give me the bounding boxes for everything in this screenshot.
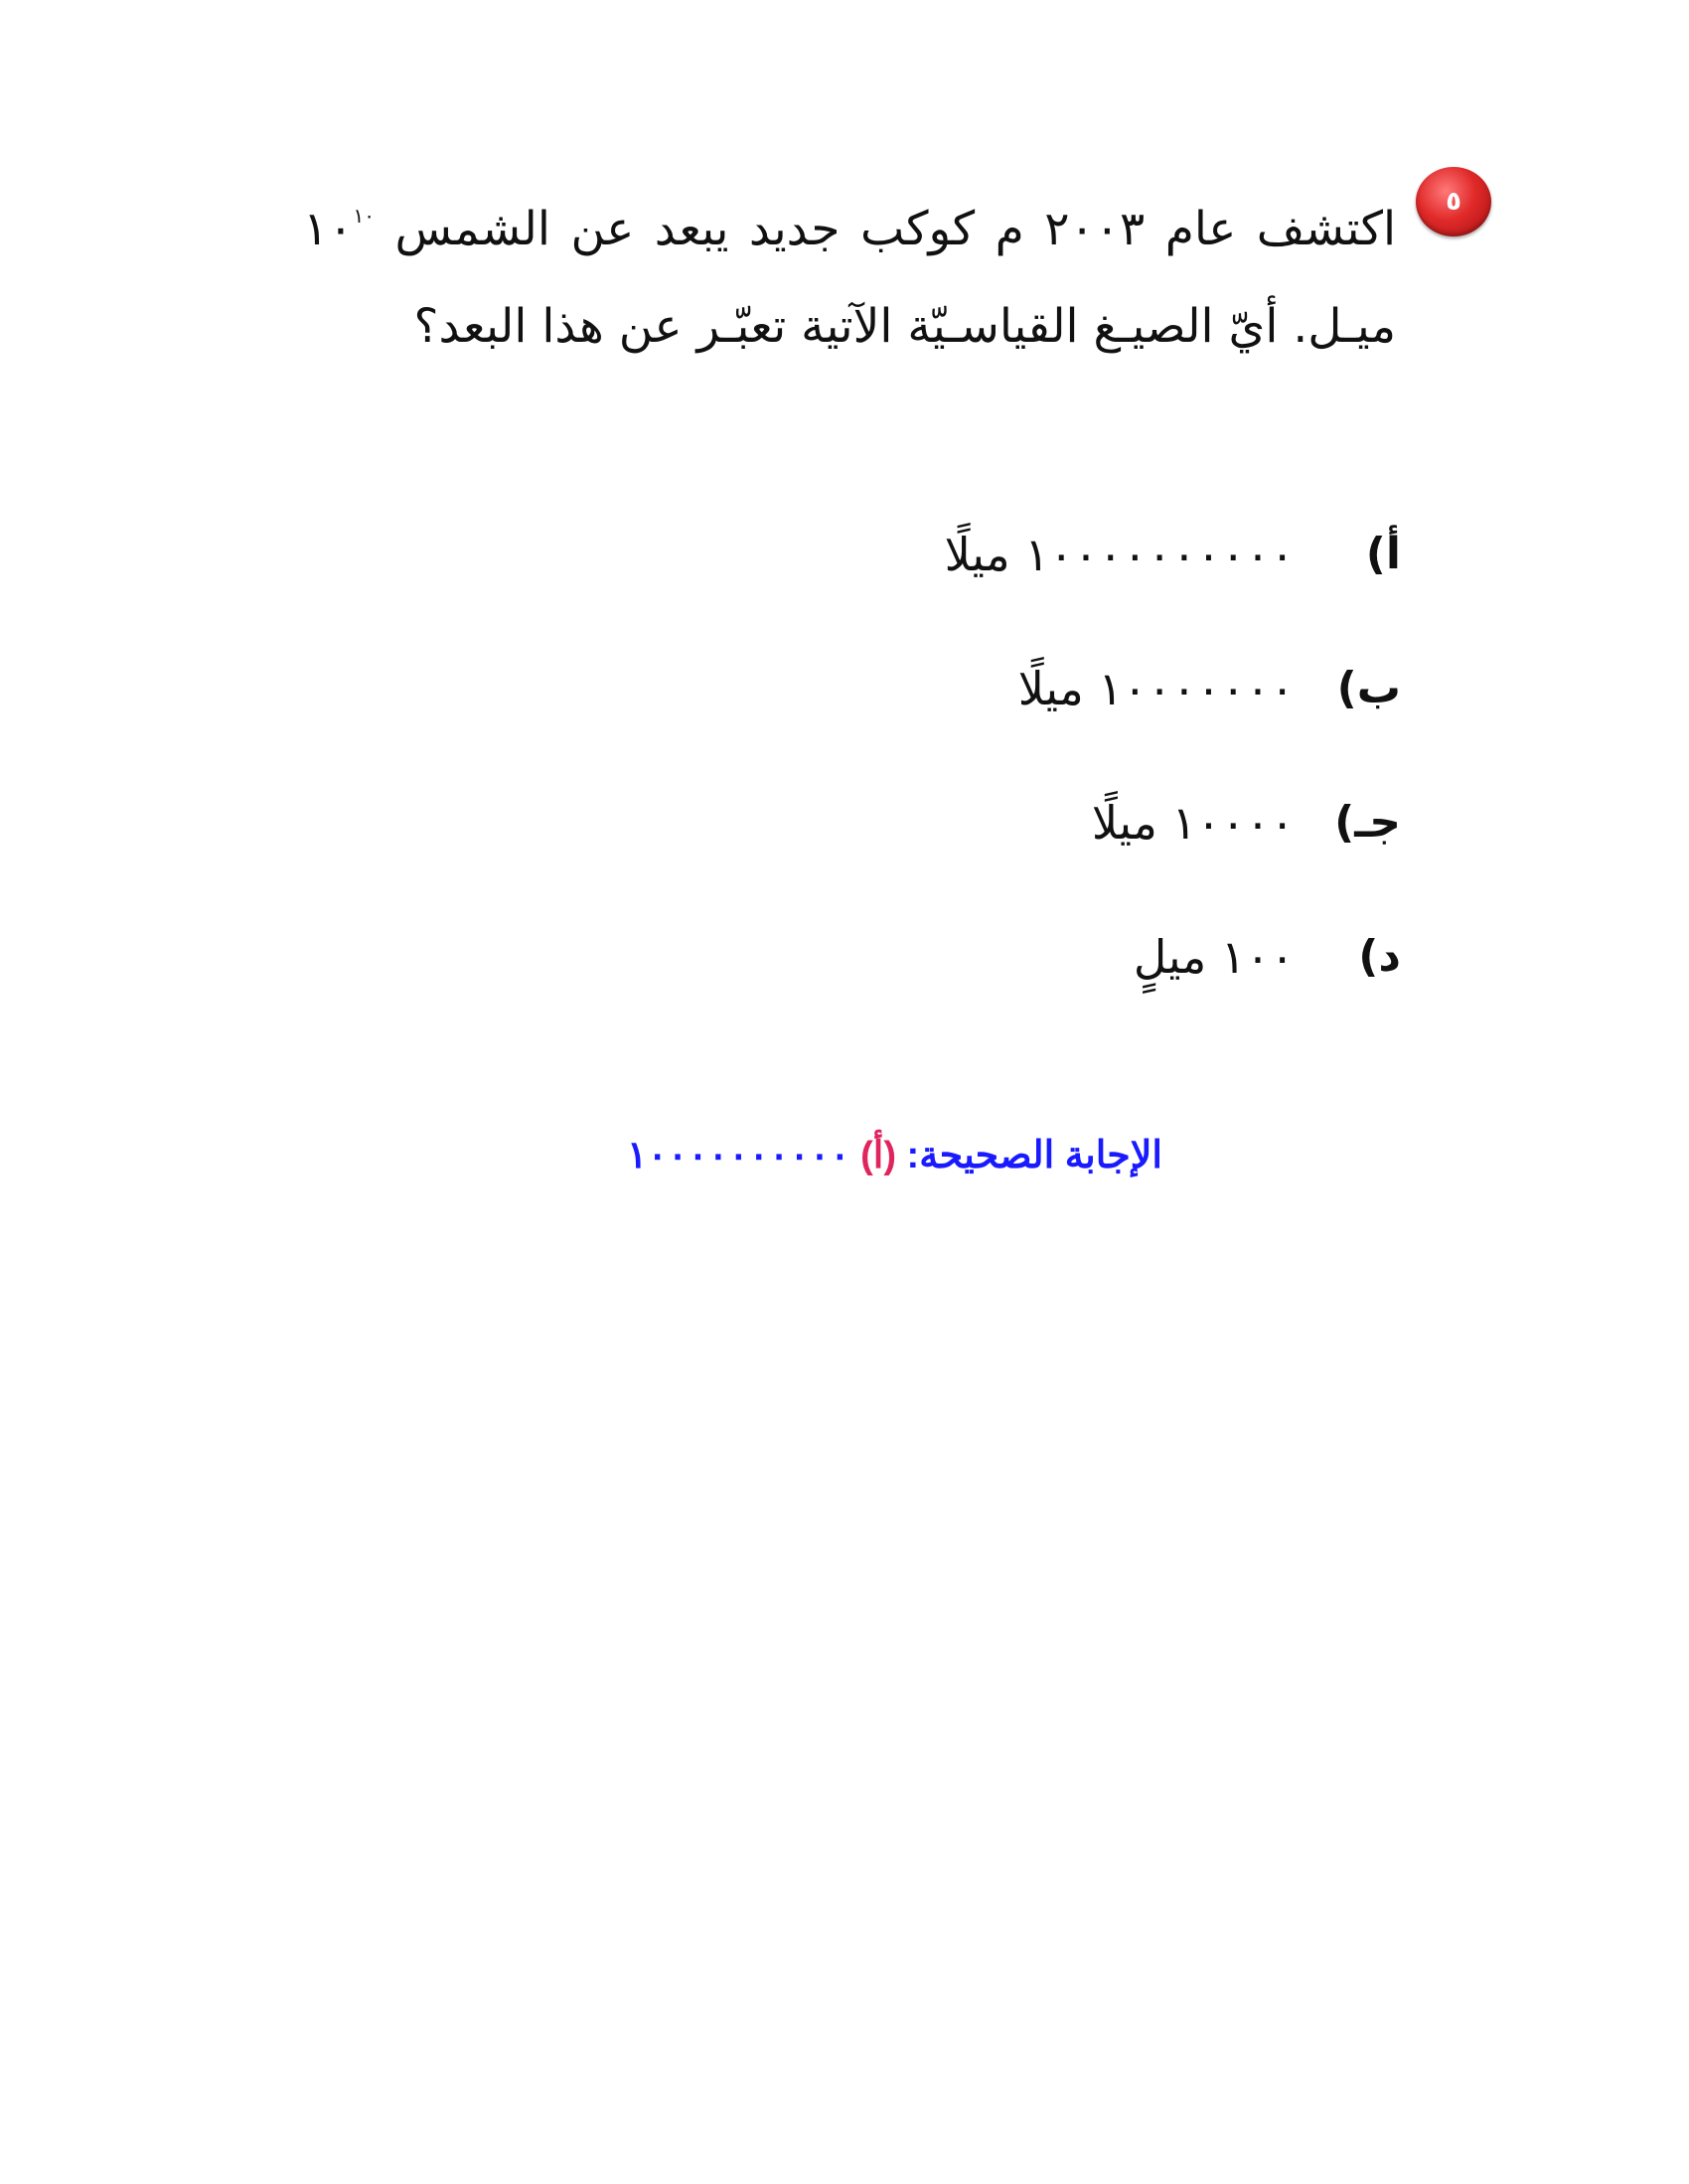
question-text-part2: ميـل. أيّ الصيـغ القياسـيّة الآتية تعبّـر عن هذا البعد؟ [413, 299, 1396, 354]
option-c [695, 755, 1401, 889]
correct-answer-value: ١٠٠٠٠٠٠٠٠٠٠ [627, 1135, 850, 1176]
option-letter: أ) [1365, 529, 1401, 579]
option-value: ١٠٠٠٠٠٠٠ ميلًا [1017, 661, 1295, 715]
question-text [303, 167, 1396, 376]
question-number-badge [1416, 167, 1491, 236]
question-exponent: ١٠ [353, 204, 375, 228]
option-value: ١٠٠ ميلٍ [1133, 929, 1295, 984]
correct-answer-label: الإجابة الصحيحة: [906, 1135, 1162, 1176]
option-b [695, 621, 1401, 755]
option-d [695, 889, 1401, 1023]
option-value: ١٠٠٠٠٠٠٠٠٠٠ ميلًا [944, 527, 1295, 581]
option-letter: د) [1358, 931, 1401, 982]
option-letter: ب) [1336, 663, 1401, 713]
question-number: ٥ [1446, 187, 1461, 217]
correct-answer [298, 1133, 1162, 1177]
answer-options [695, 487, 1401, 1023]
option-letter: جـ) [1334, 797, 1401, 848]
question-text-part1: اكتشف عام ٢٠٠٣ م كوكب جديد يبعد عن الشمس ١٠ [303, 202, 1397, 256]
option-value: ١٠٠٠٠ ميلًا [1091, 795, 1295, 850]
option-a [695, 487, 1401, 621]
correct-answer-choice: (أ) [860, 1135, 896, 1176]
